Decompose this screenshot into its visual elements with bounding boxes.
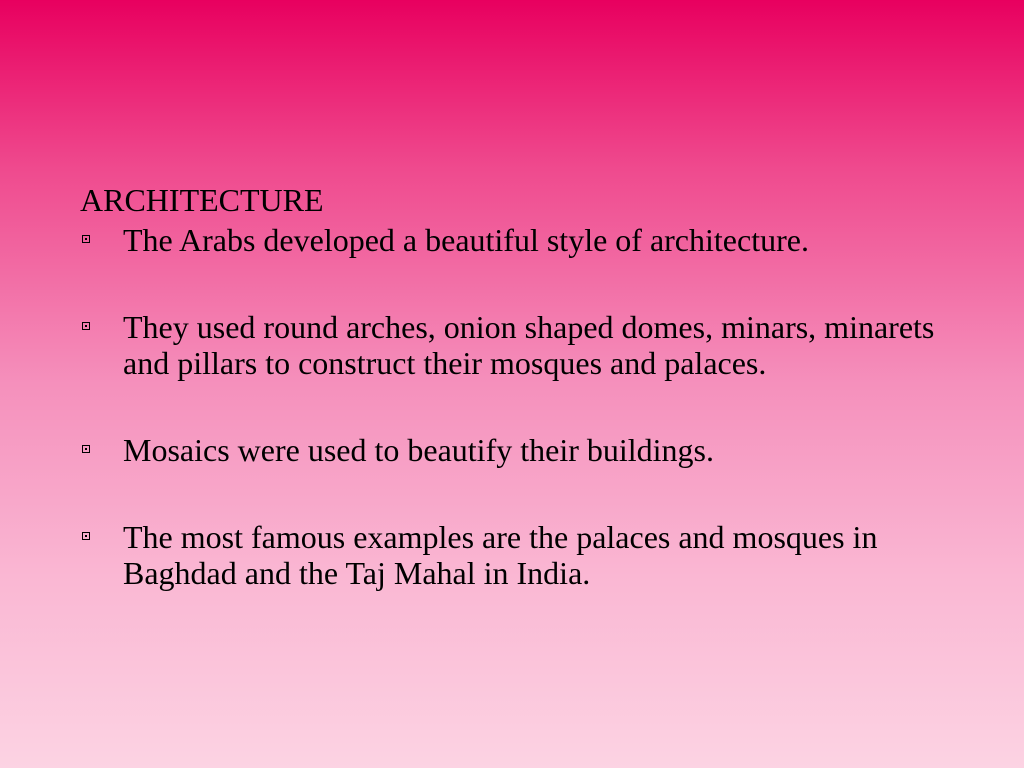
square-bullet-icon xyxy=(82,235,90,243)
bullet-item xyxy=(80,222,980,258)
bullet-text: The most famous examples are the palaces and mosques in Baghdad and the Taj Mahal in India. xyxy=(123,519,878,591)
bullet-item xyxy=(80,519,980,591)
slide-content xyxy=(80,178,980,591)
square-bullet-icon xyxy=(82,532,90,540)
square-bullet-icon xyxy=(82,445,90,453)
square-bullet-icon xyxy=(82,322,90,330)
bullet-list xyxy=(80,222,980,591)
bullet-text: They used round arches, onion shaped domes, minars, minarets and pillars to construct their mosques and palaces. xyxy=(123,309,935,381)
bullet-text: The Arabs developed a beautiful style of architecture. xyxy=(123,222,809,258)
bullet-text: Mosaics were used to beautify their buildings. xyxy=(123,432,714,468)
bullet-item xyxy=(80,432,980,468)
bullet-item xyxy=(80,309,980,381)
slide-heading: ARCHITECTURE xyxy=(80,182,324,218)
